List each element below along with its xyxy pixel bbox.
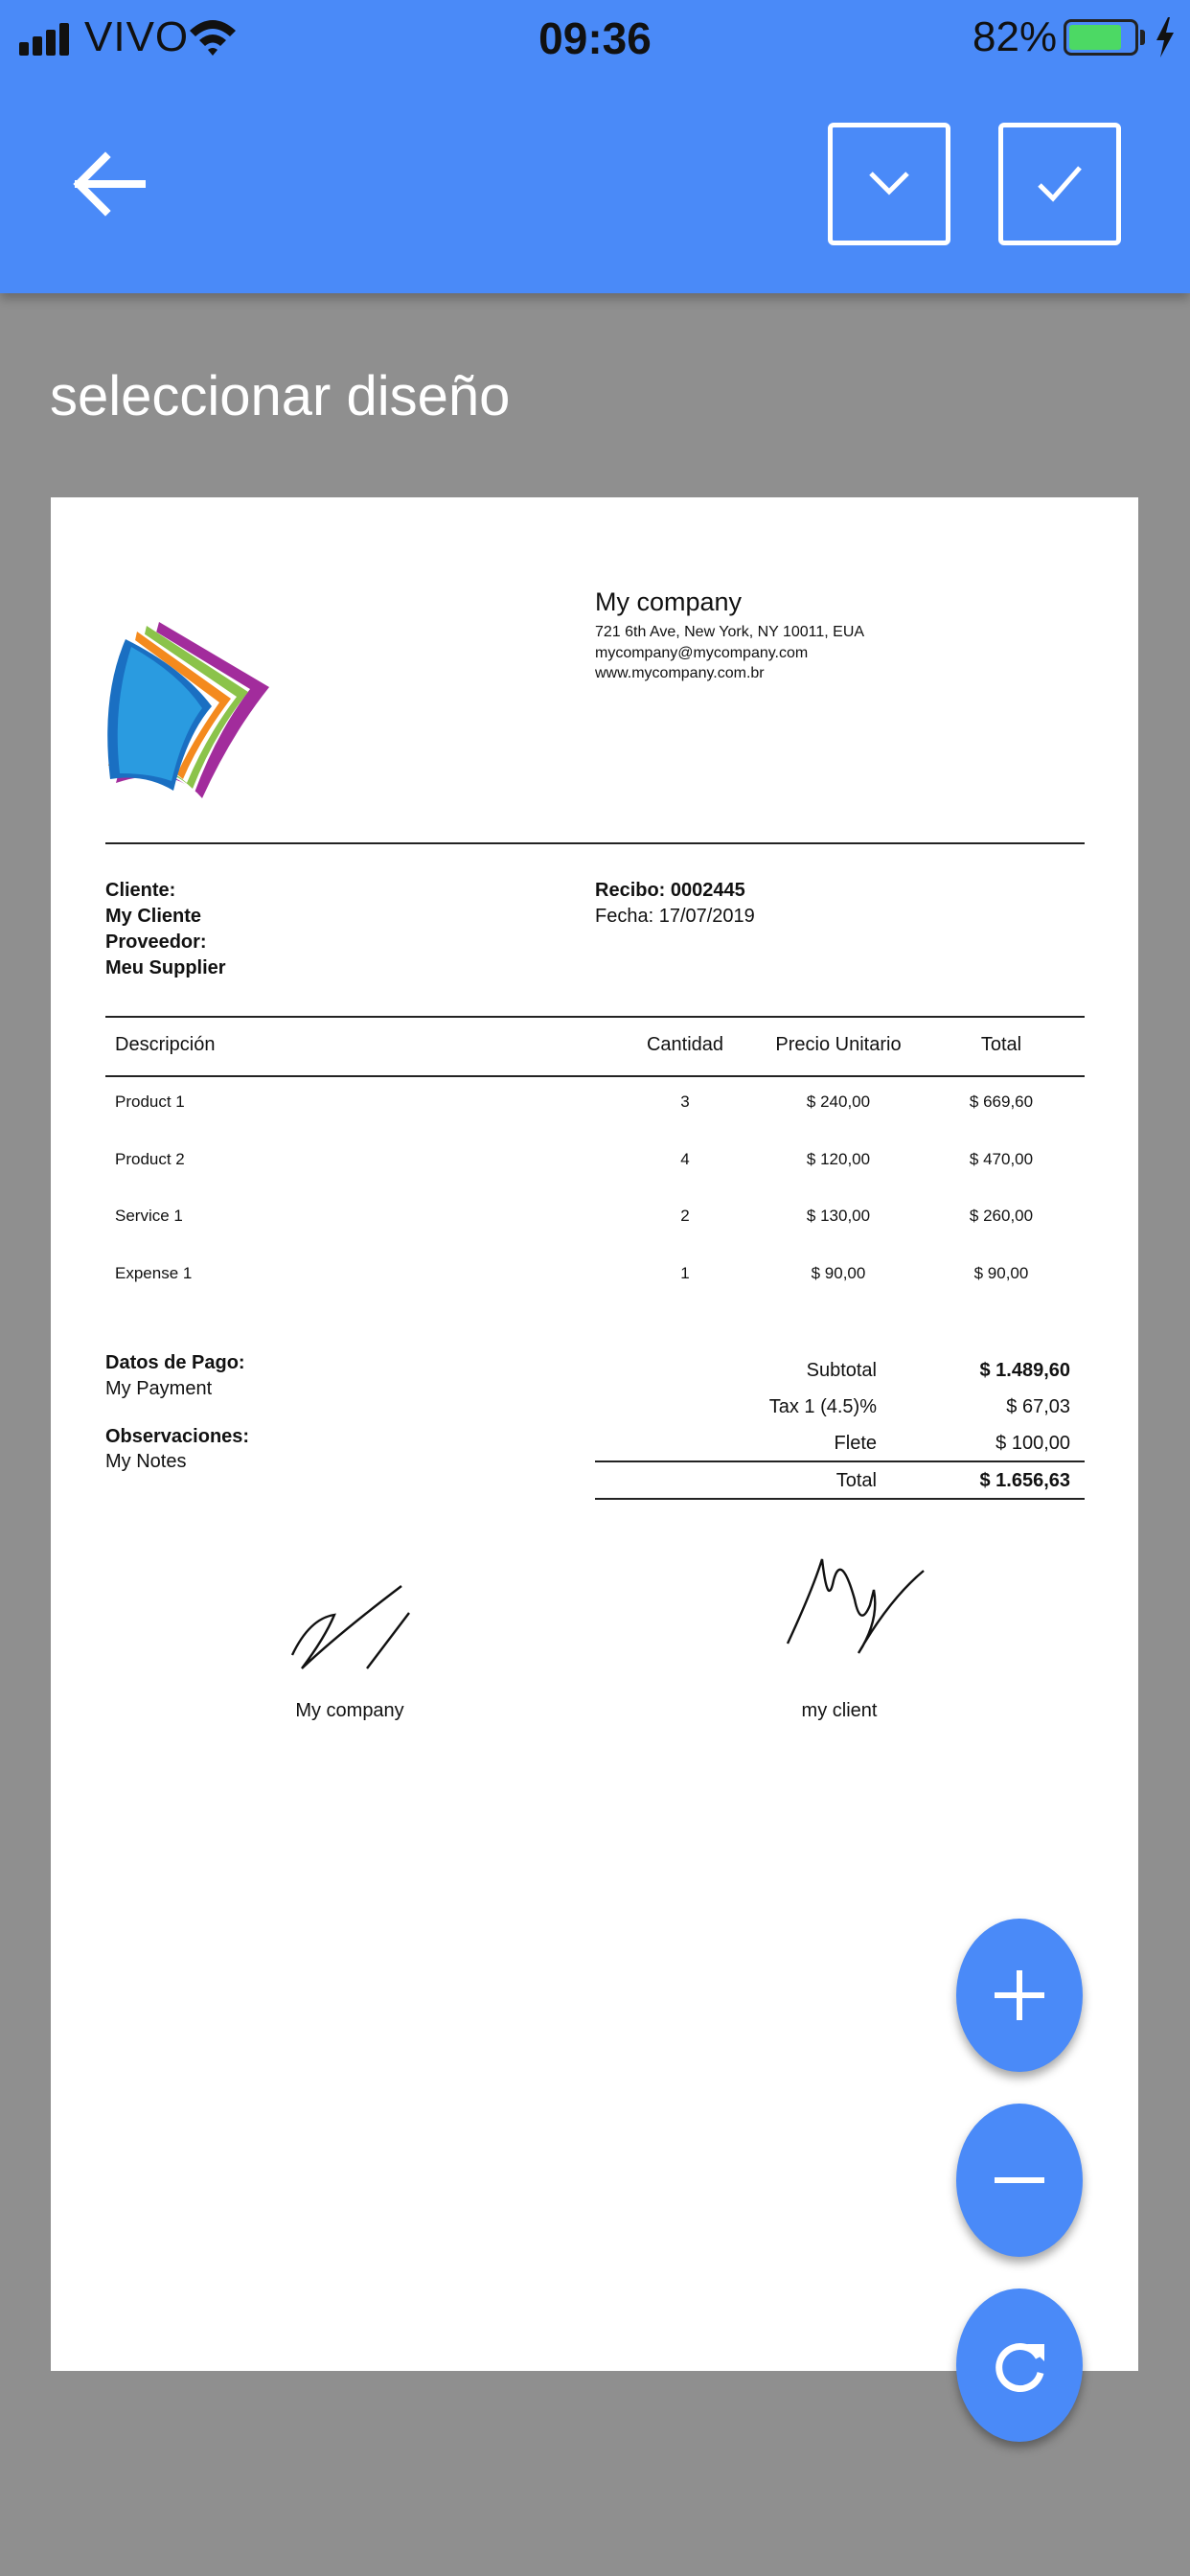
column-header: Descripción: [115, 1034, 216, 1055]
page-title: seleccionar diseño: [50, 365, 511, 427]
cell-unit-price: $ 240,00: [806, 1092, 871, 1111]
company-address: 721 6th Ave, New York, NY 10011, EUA: [595, 624, 865, 640]
company-signature: [290, 1580, 415, 1676]
client-label: Cliente:: [105, 880, 176, 901]
dropdown-button[interactable]: [828, 123, 950, 245]
plus-icon: [991, 1966, 1048, 2024]
payment-value: My Payment: [105, 1378, 213, 1399]
receipt-number: Recibo: 0002445: [595, 880, 745, 901]
company-signature-label: My company: [295, 1700, 404, 1721]
client-name: My Cliente: [105, 906, 202, 927]
zoom-out-button[interactable]: [956, 2104, 1083, 2257]
check-icon: [1036, 160, 1084, 208]
invoice-preview[interactable]: [51, 497, 1138, 2371]
total-label: Total: [835, 1470, 877, 1491]
cell-quantity: 4: [680, 1150, 690, 1168]
cell-description: Product 1: [115, 1092, 185, 1111]
cell-total: $ 470,00: [969, 1150, 1034, 1168]
freight-value: $ 100,00: [995, 1433, 1070, 1454]
zoom-in-button[interactable]: [956, 1919, 1083, 2072]
divider: [105, 842, 1085, 844]
column-header: Precio Unitario: [775, 1034, 902, 1055]
company-name: My company: [595, 587, 743, 616]
status-time: 09:36: [538, 13, 652, 63]
column-header: Total: [980, 1034, 1022, 1055]
battery-icon: [1064, 19, 1138, 56]
cell-unit-price: $ 90,00: [811, 1264, 866, 1282]
status-bar: [0, 0, 1190, 79]
subtotal-label: Subtotal: [806, 1360, 877, 1381]
cell-description: Expense 1: [115, 1264, 193, 1282]
reset-button[interactable]: [956, 2288, 1083, 2442]
company-email: mycompany@mycompany.com: [595, 645, 809, 661]
cell-total: $ 669,60: [969, 1092, 1034, 1111]
cell-unit-price: $ 130,00: [806, 1207, 871, 1225]
total-value: $ 1.656,63: [979, 1470, 1070, 1491]
cell-total: $ 90,00: [973, 1264, 1029, 1282]
notes-label: Observaciones:: [105, 1426, 250, 1447]
cell-quantity: 1: [680, 1264, 690, 1282]
subtotal-value: $ 1.489,60: [979, 1360, 1070, 1381]
payment-label: Datos de Pago:: [105, 1352, 245, 1373]
cell-quantity: 2: [680, 1207, 690, 1225]
company-website: www.mycompany.com.br: [595, 665, 765, 681]
divider: [595, 1460, 1085, 1462]
divider: [595, 1498, 1085, 1500]
cell-quantity: 3: [680, 1092, 690, 1111]
column-header: Cantidad: [646, 1034, 724, 1055]
notes-value: My Notes: [105, 1451, 187, 1472]
charging-bolt-icon: [1152, 15, 1179, 59]
client-signature-label: my client: [801, 1700, 878, 1721]
supplier-name: Meu Supplier: [105, 957, 226, 978]
battery-level: [1069, 25, 1121, 50]
client-signature: [784, 1552, 927, 1667]
app-bar: [0, 0, 1190, 293]
arrow-left-icon[interactable]: [67, 144, 148, 224]
company-logo: [106, 620, 269, 798]
cell-description: Product 2: [115, 1150, 185, 1168]
cell-description: Service 1: [115, 1207, 183, 1225]
divider: [105, 1075, 1085, 1077]
minus-icon: [991, 2151, 1048, 2209]
refresh-icon: [991, 2336, 1048, 2394]
divider: [105, 1016, 1085, 1018]
receipt-date: Fecha: 17/07/2019: [595, 906, 755, 927]
tax-label: Tax 1 (4.5)%: [768, 1396, 877, 1417]
tax-value: $ 67,03: [1006, 1396, 1070, 1417]
cell-unit-price: $ 120,00: [806, 1150, 871, 1168]
carrier-name: VIVO: [84, 13, 190, 60]
battery-percent: 82%: [973, 13, 1058, 60]
cell-total: $ 260,00: [969, 1207, 1034, 1225]
freight-label: Flete: [834, 1433, 877, 1454]
battery-cap: [1140, 30, 1145, 45]
chevron-down-icon: [865, 160, 913, 208]
supplier-label: Proveedor:: [105, 932, 207, 953]
confirm-button[interactable]: [998, 123, 1121, 245]
